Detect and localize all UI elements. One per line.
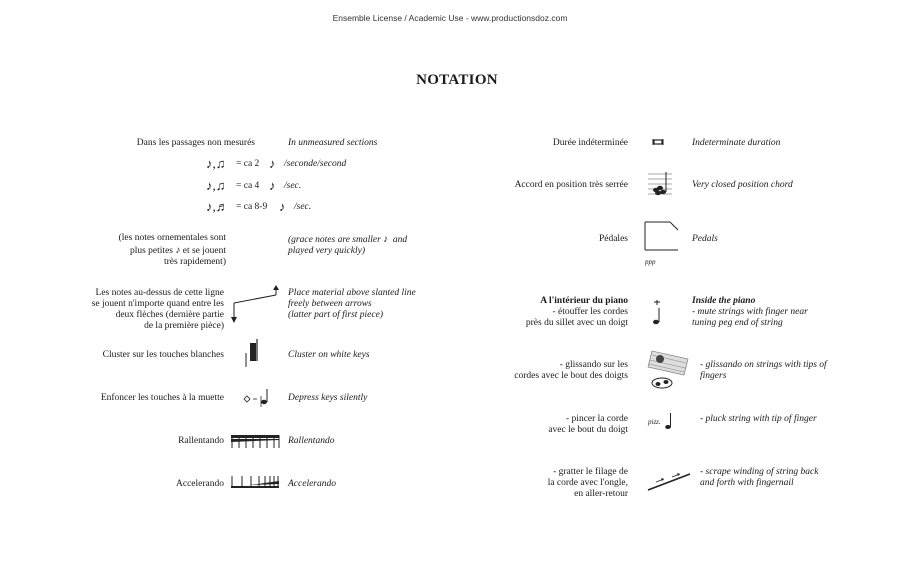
notes-group-icon: ♪,♫ — [206, 156, 226, 171]
grace-note-icon: ♪ — [383, 234, 389, 245]
glissando-fr: - glissando sur les cordes avec le bout des doigts — [514, 360, 628, 381]
tempo-unit-3: /sec. — [294, 202, 312, 212]
rallentando-en: Rallentando — [288, 436, 335, 446]
mute-note-icon — [650, 300, 666, 328]
pedals-en: Pedals — [692, 234, 718, 244]
indeterminate-fr: Durée indéterminée — [552, 138, 628, 148]
license-line: Ensemble License / Academic Use - www.productionsdoz.com — [332, 13, 568, 23]
pluck-icon — [648, 410, 676, 432]
closed-chord-icon — [646, 168, 674, 200]
scrape-fr: - gratter le filage de la corde avec l'ongle, en aller-retour — [547, 467, 628, 499]
inside-heading-en: Inside the piano — [692, 296, 756, 306]
sixteenth-note-icon: ♪ — [269, 178, 276, 193]
cluster-fr: Cluster sur les touches blanches — [102, 350, 224, 360]
accelerando-en: Accelerando — [288, 479, 337, 489]
pluck-fr: - pincer la corde avec le bout du doigt — [548, 414, 628, 435]
scrape-icon — [646, 470, 694, 494]
notes-group-icon: ♪,♫ — [206, 178, 226, 193]
glissando-strings-icon — [644, 347, 694, 391]
closed-chord-fr: Accord en position très serrée — [514, 180, 628, 190]
glissando-en: - glissando on strings with tips of fingers — [700, 360, 827, 381]
grace-note-icon: ♪ — [175, 245, 181, 256]
accelerando-beam-icon — [230, 474, 282, 492]
tempo-eq-1: = ca 2 — [236, 159, 260, 169]
indeterminate-duration-icon — [652, 136, 666, 150]
eighth-note-icon: ♪ — [269, 156, 276, 171]
pedal-icon — [642, 220, 682, 268]
svg-text:pizz.: pizz. — [648, 418, 661, 426]
inside-fr: A l'intérieur du piano - étouffer les cordes près du sillet avec un doigt — [480, 296, 628, 329]
rallentando-fr: Rallentando — [178, 436, 224, 446]
slanted-en: Place material above slanted line freely between arrows (latter part of first piece) — [288, 288, 416, 320]
tempo-equations — [206, 157, 416, 219]
grace-en: (grace notes are smaller ♪ and played very quickly) — [288, 234, 408, 256]
accelerando-fr: Accelerando — [176, 479, 224, 489]
grace-fr: (les notes ornementales sont plus petites ♪ et se jouent très rapidement) — [118, 233, 226, 267]
tempo-unit-1: /seconde/second — [284, 159, 347, 169]
rallentando-beam-icon — [230, 432, 282, 450]
indeterminate-en: Indeterminate duration — [692, 138, 781, 148]
scrape-en: - scrape winding of string back and forth with fingernail — [700, 467, 819, 488]
depress-fr: Enfoncer les touches à la muette — [100, 393, 224, 403]
unmeasured-fr: Dans les passages non mesurés — [136, 138, 255, 148]
closed-chord-en: Very closed position chord — [692, 180, 793, 190]
pedals-fr: Pédales — [598, 234, 628, 244]
thirtysecond-note-icon: ♪ — [279, 199, 286, 214]
slanted-fr: Les notes au-dessus de cette ligne se jouent n'importe quand entre les deux flèches (dernière partie de la première pièce) — [91, 288, 224, 331]
page-title: NOTATION — [416, 72, 498, 88]
depress-en: Depress keys silently — [288, 393, 368, 403]
tempo-eq-2: = ca 4 — [236, 181, 260, 191]
cluster-en: Cluster on white keys — [288, 350, 370, 360]
unmeasured-en: In unmeasured sections — [288, 138, 378, 148]
slanted-line-icon — [230, 289, 282, 325]
cluster-icon — [244, 339, 264, 369]
inside-heading-fr: A l'intérieur du piano — [540, 296, 628, 306]
notes-group-icon: ♪,♬ — [206, 199, 229, 214]
svg-text:ppp: ppp — [645, 258, 656, 266]
tempo-eq-3: = ca 8-9 — [236, 202, 268, 212]
inside-en: Inside the piano - mute strings with finger near tuning peg end of string — [692, 296, 808, 328]
silent-key-icon — [240, 387, 274, 409]
pluck-en: - pluck string with tip of finger — [700, 414, 817, 424]
tempo-unit-2: /sec. — [284, 181, 302, 191]
